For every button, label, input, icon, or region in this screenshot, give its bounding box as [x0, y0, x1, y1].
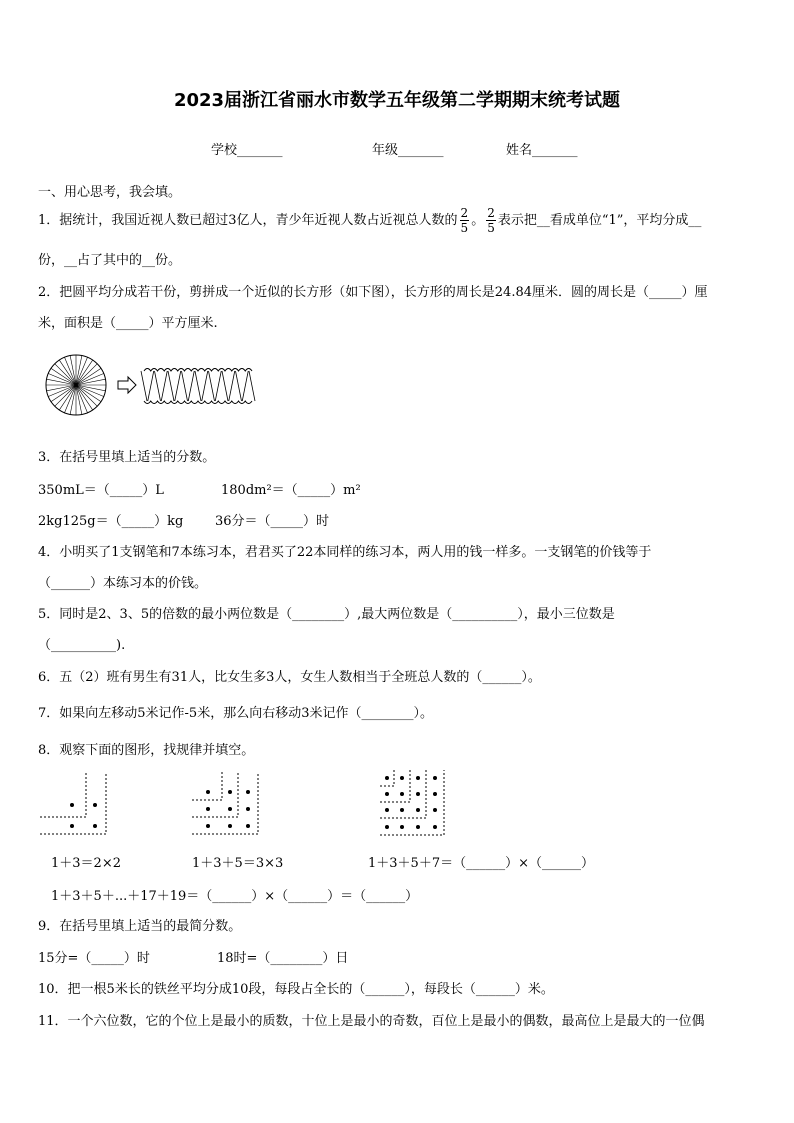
question-8-sum-line: 1＋3＋5＋...＋17＋19＝（______）×（______）＝（______） — [51, 889, 419, 904]
right-arrow-icon — [118, 377, 136, 393]
question-3-a: 350mL＝（_____）L — [38, 483, 164, 498]
question-2-line-2: 米，面积是（_____）平方厘米. — [38, 316, 218, 331]
question-3-c: 2kg125g＝（_____）kg — [38, 514, 184, 529]
question-9-a: 15分=（_____）时 — [38, 951, 150, 966]
page-title: 2023届浙江省丽水市数学五年级第二学期期末统考试题 — [173, 90, 621, 111]
question-8-stem: 8．观察下面的图形，找规律并填空。 — [38, 743, 255, 758]
question-3-b: 180dm²＝（_____）m² — [221, 483, 361, 498]
question-1-text-b: 表示把__看成单位“1”，平均分成__ — [497, 213, 702, 228]
grade-field[interactable]: 年级_______ — [372, 143, 444, 158]
approximate-rectangle-icon — [141, 369, 255, 404]
question-4-line-1: 4．小明买了1支钢笔和7本练习本，君君买了22本同样的练习本，两人用的钱一样多。一支钢笔的价钱等于 — [38, 545, 652, 560]
school-field[interactable]: 学校_______ — [211, 143, 283, 158]
dot-pattern-2x2 — [38, 770, 110, 838]
question-1-line-2: 份，__占了其中的__份。 — [38, 253, 182, 268]
question-7: 7．如果向左移动5米记作-5米，那么向右移动3米记作（________）。 — [38, 706, 433, 721]
pattern-caption-2: 1＋3＋5＝3×3 — [192, 856, 284, 871]
question-9-stem: 9．在括号里填上适当的最简分数。 — [38, 919, 242, 934]
fraction-two-fifths-2: $\frac{2}{5}$ — [487, 206, 495, 235]
question-6: 6．五（2）班有男生有31人，比女生多3人，女生人数相当于全班总人数的（______）。 — [38, 670, 541, 685]
section-heading: 一、用心思考，我会填。 — [38, 185, 182, 200]
circle-to-rectangle-figure — [44, 353, 256, 417]
question-3-d: 36分＝（_____）时 — [215, 514, 330, 529]
dot-pattern-3x3 — [190, 770, 262, 838]
pattern-caption-1: 1＋3＝2×2 — [51, 856, 121, 871]
name-field[interactable]: 姓名_______ — [506, 143, 578, 158]
dot-pattern-4x4 — [378, 768, 450, 840]
question-11: 11．一个六位数，它的个位上是最小的质数，十位上是最小的奇数，百位上是最小的偶数，最高位上是最大的一位偶 — [38, 1014, 705, 1029]
question-10: 10．把一根5米长的铁丝平均分成10段，每段占全长的（______），每段长（______）米。 — [38, 982, 554, 997]
question-1-line-1: 1．据统计，我国近视人数已超过3亿人，青少年近视人数占近视总人数的 $\frac{2}{5}$ 。 $\frac{2}{5}$ 表示把__看成单位“1”，平均分成__ — [38, 206, 702, 235]
question-5-line-2: （__________). — [38, 638, 126, 653]
question-4-line-2: （______）本练习本的价钱。 — [38, 576, 208, 591]
question-3-stem: 3．在括号里填上适当的分数。 — [38, 450, 216, 465]
fraction-two-fifths: $\frac{2}{5}$ — [460, 206, 469, 235]
question-2-line-1: 2．把圆平均分成若干份，剪拼成一个近似的长方形（如下图），长方形的周长是24.84厘米．圆的周长是（_____）厘 — [38, 285, 708, 300]
question-1-text-a: 1．据统计，我国近视人数已超过3亿人，青少年近视人数占近视总人数的 — [38, 213, 458, 228]
question-9-b: 18时=（________）日 — [217, 951, 349, 966]
question-5-line-1: 5．同时是2、3、5的倍数的最小两位数是（________）,最大两位数是（__________），最小三位数是 — [38, 607, 615, 622]
pattern-caption-3: 1＋3＋5＋7＝（______）×（______） — [368, 856, 594, 871]
